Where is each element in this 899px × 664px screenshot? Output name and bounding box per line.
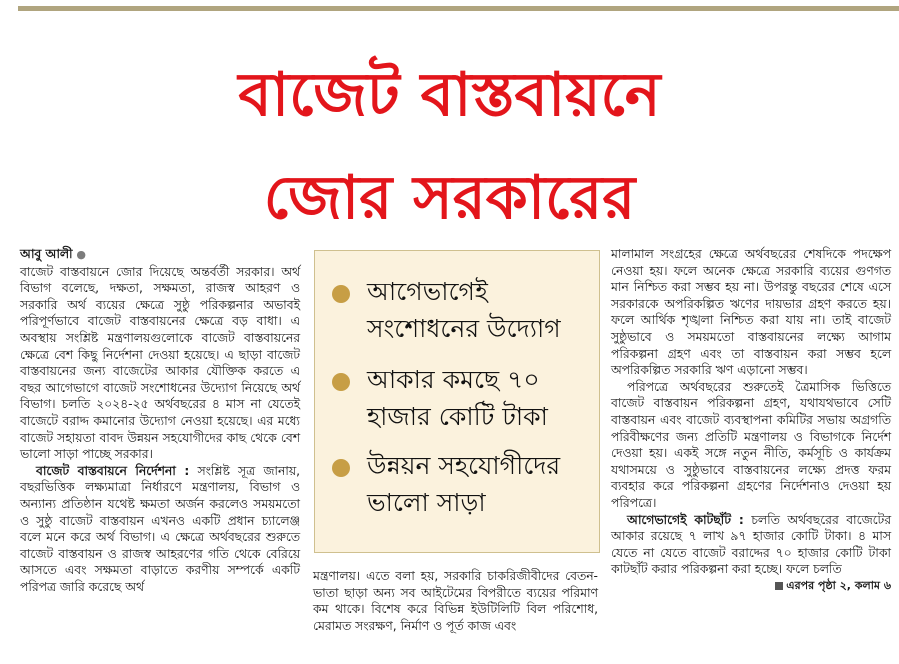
byline-bullet-icon: ● [76, 248, 87, 261]
subhead: আগেভাগেই কাটছাঁট : [627, 512, 744, 527]
headline-line-2: জোর সরকারের [263, 163, 636, 233]
bullet-icon [332, 459, 350, 477]
highlight-text: আগেভাগেই সংশোধনের উদ্যোগ [367, 277, 561, 343]
byline-row [20, 246, 300, 264]
paragraph: মালামাল সংগ্রহের ক্ষেত্রে অর্থবছরের শেষদিকে পদক্ষেপ নেওয়া হয়। ফলে অনেক ক্ষেত্রে সরকারি ব্যয়ের গুণগত মান নিশ্চিত করা সম্ভব হয় না। উপরন্তু বছরের শেষে এসে সরকারকে অপরিকল্পিত ঋণের দায়ভার গ্রহণ করতে হয়। ফলে আর্থিক শৃঙ্খলা নিশ্চিত করা যায় না। তাই বাজেট সুষ্ঠুভাবে ও সময়মতো বাস্তবায়নের লক্ষ্যে আগাম পরিকল্পনা গ্রহণ এবং তা বাস্তবায়ন করা সম্ভব হলে অপরিকল্পিত সরকারি ঋণ এড়ানো সম্ভব। [611, 247, 891, 378]
paragraph-with-subhead [20, 463, 300, 596]
bullet-icon [332, 285, 350, 303]
article-column-1 [20, 246, 300, 595]
paragraph-text: সংশ্লিষ্ট সূত্র জানায়, বছরভিত্তিক লক্ষ্যমাত্রা নির্ধারণে মন্ত্রণালয়, বিভাগ ও অন্যান্য প্রতিষ্ঠান যথেষ্ট ক্ষমতা অর্জন করলেও সময়মতো ও সুষ্ঠু বাজেট বাস্তবায়ন এখনও একটি প্রধান চ্যালেঞ্জ বলে মনে করে অর্থ বিভাগ। এ ক্ষেত্রে অর্থবছরের শুরুতে বাজেট বাস্তবায়ন ও রাজস্ব আহরণের গতি থেকে বেরিয়ে আসতে এবং সক্ষমতা বাড়াতে করণীয় সম্পর্কে একটি পরিপত্র জারি করেছে অর্থ [20, 463, 300, 594]
highlight-text: আকার কমছে ৭০ হাজার কোটি টাকা [367, 365, 548, 431]
highlights-box [314, 250, 600, 553]
paragraph-text: চলতি অর্থবছরের বাজেটের আকার রয়েছে ৭ লাখ ৯৭ হাজার কোটি টাকা। ৪ মাস যেতে না যেতে বাজেট বরাদ্দের ৭০ হাজার কোটি টাকা কাটছাঁট করার পরিকল্পনা করা হচ্ছে। ফলে চলতি [611, 512, 891, 577]
square-icon [775, 582, 783, 590]
top-rule [18, 6, 899, 11]
article-column-3 [611, 246, 891, 594]
bullet-icon [332, 373, 350, 391]
headline-line-1: বাজেট বাস্তবায়নে [238, 60, 661, 130]
paragraph: মন্ত্রণালয়। এতে বলা হয়, সরকারি চাকরিজীবীদের বেতন-ভাতা ছাড়া অন্য সব আইটেমের বিপরীতে ব্যয়ের পরিমাণ কম থাকে। বিশেষ করে বিভিন্ন ইউটিলিটি বিল পরিশোধ, মেরামত সংরক্ষণ, নির্মাণ ও পূর্ত কাজ এবং [313, 569, 598, 633]
byline: আবু আলী [20, 247, 73, 261]
subhead: বাজেট বাস্তবায়নে নির্দেশনা : [36, 463, 190, 478]
paragraph-with-subhead [611, 512, 891, 578]
continuation-text: এরপর পৃষ্ঠা ২, কলাম ৬ [786, 578, 891, 592]
paragraph: বাজেট বাস্তবায়নে জোর দিয়েছে অন্তর্বর্তী সরকার। অর্থ বিভাগ বলেছে, দক্ষতা, সক্ষমতা, রাজস্ব আহরণ ও সরকারি অর্থ ব্যয়ের ক্ষেত্রে সুষ্ঠু পরিকল্পনার অভাবই পরিপূর্ণভাবে বাজেট বাস্তবায়নের ক্ষেত্রে বড় বাধা। এ অবস্থায় সংশ্লিষ্ট মন্ত্রণালয়গুলোকে বাজেট বাস্তবায়নের ক্ষেত্রে বেশ কিছু নির্দেশনা দেওয়া হয়েছে। এ ছাড়া বাজেট বাস্তবায়নের জন্য বাজেটের আকার যৌক্তিক করতে এ বছর আগেভাগে বাজেট সংশোধনের উদ্যোগ নিয়েছে অর্থ বিভাগ। চলতি ২০২৪-২৫ অর্থবছরের ৪ মাস না যেতেই বাজেটে বরাদ্দ কমানোর উদ্যোগ নেওয়া হয়েছে। এর মধ্যে বাজেট সহায়তা বাবদ উন্নয়ন সহযোগীদের কাছ থেকে বেশ ভালো সাড়া পাচ্ছে সরকার। [20, 264, 300, 462]
paragraph: পরিপত্রে অর্থবছরের শুরুতেই ত্রৈমাসিক ভিত্তিতে বাজেট বাস্তবায়ন পরিকল্পনা গ্রহণ, যথাযথভাবে সেটি বাস্তবায়ন এবং বাজেট ব্যবস্থাপনা কমিটির সভায় অগ্রগতি পরিবীক্ষণের জন্য প্রতিটি মন্ত্রণালয় ও বিভাগকে নির্দেশ দেওয়া হয়। একই সঙ্গে নতুন নীতি, কর্মসূচি ও কার্যক্রম যথাসময়ে ও সুষ্ঠুভাবে বাস্তবায়নের লক্ষ্যে প্রদত্ত ফরম ব্যবহার করে পরিকল্পনা গ্রহণের নির্দেশনাও দেওয়া হয় পরিপত্রে। [611, 379, 891, 510]
highlight-text: উন্নয়ন সহযোগীদের ভালো সাড়া [367, 451, 561, 517]
continuation-note[interactable] [611, 578, 891, 595]
article-column-2 [313, 568, 598, 634]
